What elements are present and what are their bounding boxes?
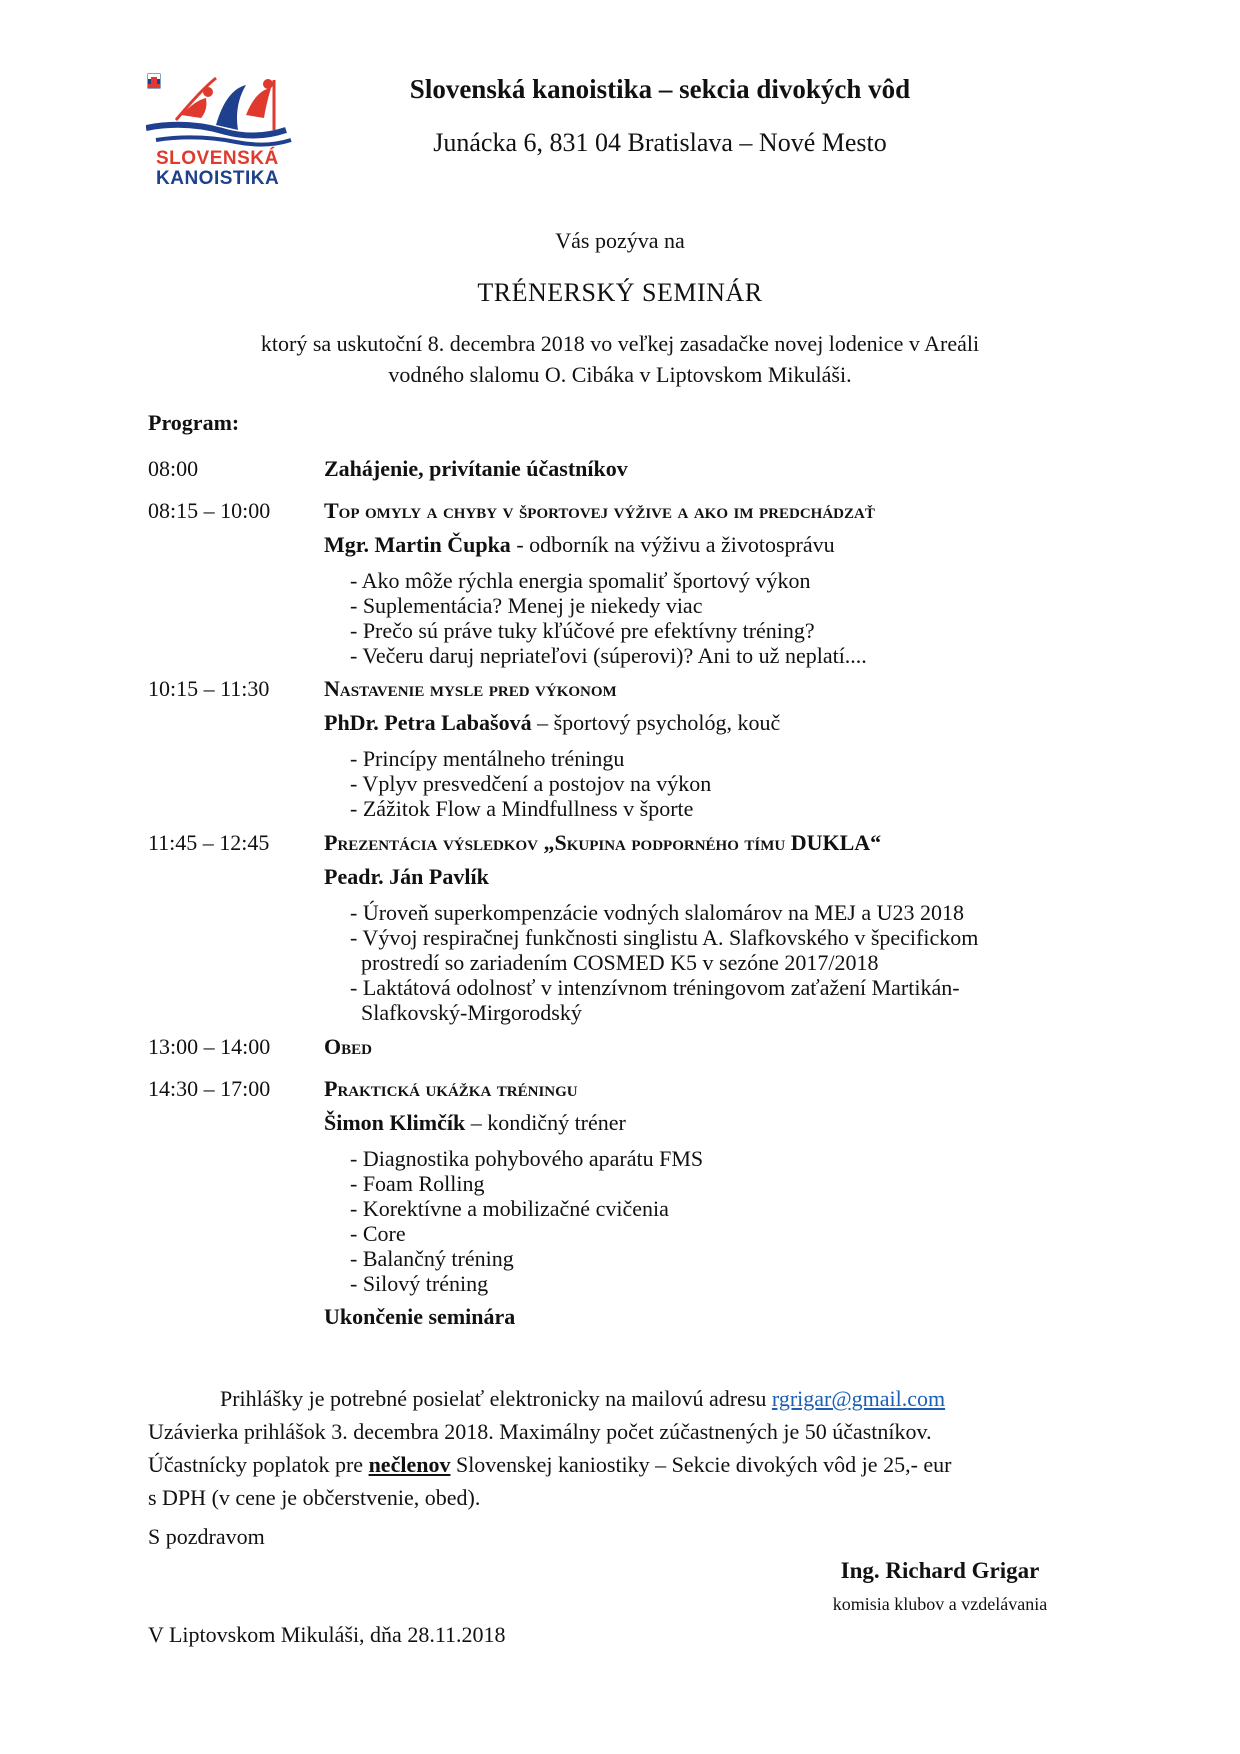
program-closing: Ukončenie seminára — [324, 1304, 516, 1329]
program-time: 08:00 — [148, 456, 199, 481]
topic-item: - Suplementácia? Menej je niekedy viac — [350, 593, 703, 618]
description-line: ktorý sa uskutoční 8. decembra 2018 vo veľkej zasadačke novej lodenice v Areáli — [260, 331, 980, 356]
organization-logo — [146, 70, 294, 190]
topic-item: - Silový tréning — [350, 1271, 489, 1296]
registration-fee — [148, 1448, 1090, 1481]
program-speaker — [324, 864, 489, 890]
topic-item: - Vývoj respiračnej funkčnosti singlistu A. Slafkovského v špecifickom — [350, 925, 979, 950]
document-title: TRÉNERSKÝ SEMINÁR — [477, 278, 763, 307]
topic-item: - Princípy mentálneho tréningu — [350, 746, 625, 771]
invite-text: Vás pozýva na — [555, 228, 685, 253]
program-time: 11:45 – 12:45 — [148, 830, 270, 855]
topic-item: - Core — [350, 1221, 406, 1246]
kayak-paddlers-icon — [146, 70, 294, 150]
registration-deadline: Uzávierka prihlášok 3. decembra 2018. Maximálny počet zúčastnených je 50 účastníkov. — [148, 1419, 932, 1444]
program-title: Obed — [324, 1034, 372, 1059]
email-link[interactable]: rgrigar@gmail.com — [771, 1386, 946, 1411]
topic-item: - Laktátová odolnosť v intenzívnom tréningovom zaťažení Martikán- — [350, 975, 960, 1000]
signature-role: komisia klubov a vzdelávania — [832, 1594, 1048, 1614]
topic-list — [350, 1146, 1110, 1296]
topic-item: - Večeru daruj nepriateľovi (súperovi)? Ani to už neplatí.... — [350, 643, 867, 668]
fee-text: Účastnícky poplatok pre — [148, 1452, 369, 1477]
topic-item: - Zážitok Flow a Mindfullness v športe — [350, 796, 694, 821]
program-time: 08:15 – 10:00 — [148, 498, 271, 523]
speaker-role: – športový psychológ, kouč — [531, 710, 781, 735]
program-speaker — [324, 710, 780, 736]
organization-name: Slovenská kanoistika – sekcia divokých vôd — [409, 74, 911, 104]
speaker-role: – kondičný tréner — [465, 1110, 626, 1135]
speaker-name: PhDr. Petra Labašová — [324, 710, 532, 735]
signature-name: Ing. Richard Grigar — [840, 1558, 1040, 1583]
registration-text: Prihlášky je potrebné posielať elektronicky na mailovú adresu — [220, 1386, 772, 1411]
place-date: V Liptovskom Mikuláši, dňa 28.11.2018 — [148, 1622, 506, 1647]
program-title: Zahájenie, privítanie účastníkov — [324, 456, 628, 481]
topic-item: - Ako môže rýchla energia spomaliť športový výkon — [350, 568, 811, 593]
program-time: 10:15 – 11:30 — [148, 676, 270, 701]
topic-item: prostredí so zariadením COSMED K5 v sezóne 2017/2018 — [350, 950, 879, 975]
speaker-name: Peadr. Ján Pavlík — [324, 864, 489, 889]
topic-item: - Vplyv presvedčení a postojov na výkon — [350, 771, 712, 796]
topic-list — [350, 746, 1110, 821]
program-speaker — [324, 1110, 626, 1136]
topic-list — [350, 900, 1110, 1025]
program-time: 14:30 – 17:00 — [148, 1076, 271, 1101]
speaker-role: - odborník na výživu a životosprávu — [510, 532, 835, 557]
registration-vat: s DPH (v cene je občerstvenie, obed). — [148, 1485, 481, 1510]
topic-item: - Diagnostika pohybového aparátu FMS — [350, 1146, 704, 1171]
topic-item: Slafkovský-Mirgorodský — [350, 1000, 582, 1025]
registration-paragraph — [148, 1382, 1090, 1514]
topic-item: - Korektívne a mobilizačné cvičenia — [350, 1196, 669, 1221]
program-title: Nastavenie mysle pred výkonom — [324, 676, 617, 701]
fee-text: Slovenskej kaniostiky – Sekcie divokých vôd je 25,- eur — [450, 1452, 952, 1477]
event-description — [130, 328, 1110, 390]
fee-emphasis: nečlenov — [368, 1452, 451, 1477]
topic-item: - Úroveň superkompenzácie vodných slalomárov na MEJ a U23 2018 — [350, 900, 965, 925]
greeting: S pozdravom — [148, 1524, 265, 1549]
program-label: Program: — [148, 410, 240, 435]
program-title: Top omyly a chyby v športovej výžive a ako im predchádzať — [324, 498, 875, 523]
logo-text-line2: KANOISTIKA — [156, 168, 280, 189]
registration-line — [148, 1382, 1090, 1415]
topic-item: - Prečo sú práve tuky kľúčové pre efektívny tréning? — [350, 618, 815, 643]
description-line: vodného slalomu O. Cibáka v Liptovskom Mikuláši. — [388, 362, 852, 387]
program-time: 13:00 – 14:00 — [148, 1034, 271, 1059]
topic-item: - Balančný tréning — [350, 1246, 514, 1271]
speaker-name: Mgr. Martin Čupka — [324, 532, 511, 557]
topic-item: - Foam Rolling — [350, 1171, 485, 1196]
program-title: Praktická ukážka tréningu — [324, 1076, 578, 1101]
program-title: Prezentácia výsledkov „Skupina podporného tímu DUKLA“ — [324, 830, 882, 855]
logo-text-line1: SLOVENSKÁ — [156, 148, 279, 169]
speaker-name: Šimon Klimčík — [324, 1110, 466, 1135]
topic-list — [350, 568, 1110, 668]
program-speaker — [324, 532, 835, 558]
organization-address: Junácka 6, 831 04 Bratislava – Nové Mesto — [433, 128, 887, 157]
